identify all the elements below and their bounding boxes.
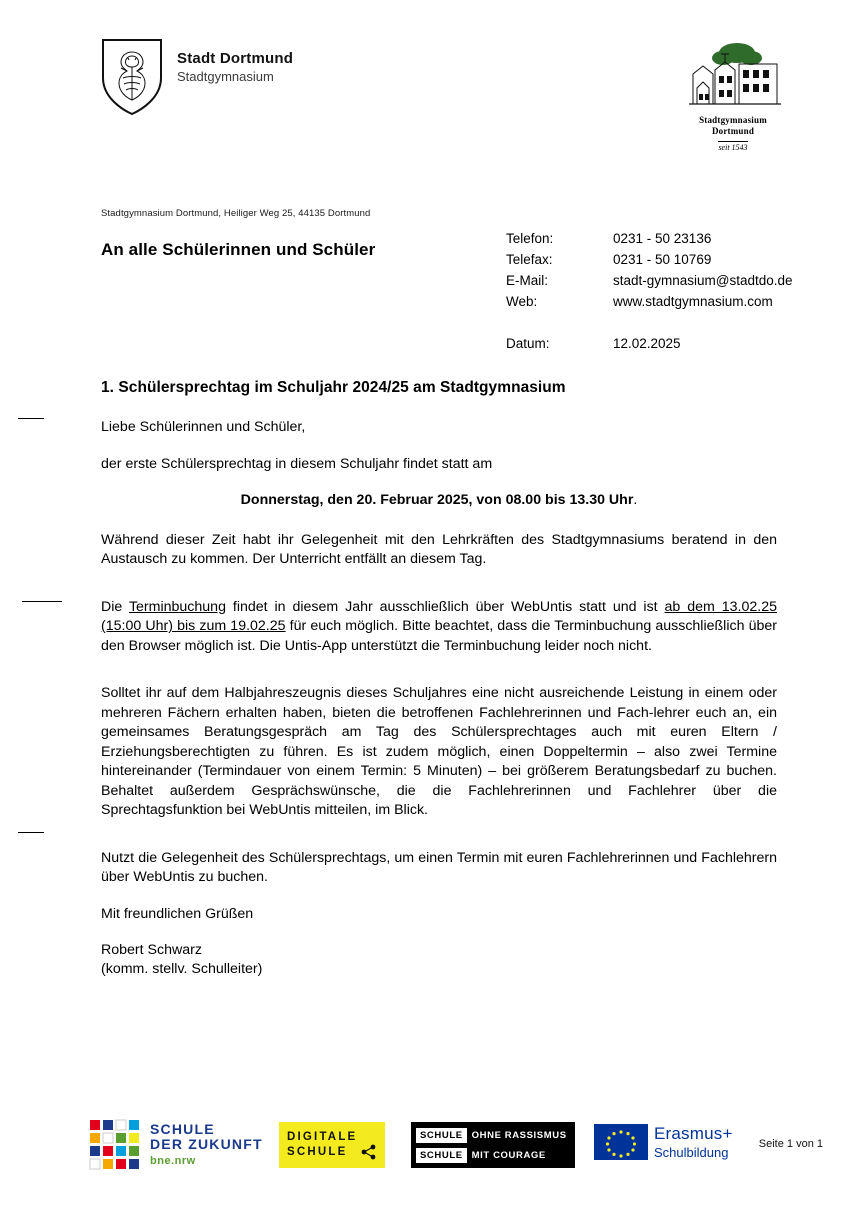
letterhead bbox=[0, 38, 857, 152]
contact-row-date bbox=[506, 333, 793, 354]
contact-label-fax: Telefax: bbox=[506, 252, 553, 267]
logo-erasmus-plus bbox=[594, 1122, 754, 1170]
contact-row-phone bbox=[506, 228, 793, 249]
city-subtitle: Stadtgymnasium bbox=[177, 69, 274, 84]
event-datetime-period: . bbox=[633, 492, 638, 508]
share-nodes-icon bbox=[361, 1144, 377, 1160]
school-logo-year: seit 1543 bbox=[718, 143, 748, 152]
city-name: Stadt Dortmund bbox=[177, 50, 294, 67]
rassismus-line-2 bbox=[416, 1146, 570, 1164]
body-spacer-3 bbox=[101, 838, 777, 849]
logo-schule-ohne-rassismus bbox=[411, 1122, 575, 1168]
contact-value-web: www.stadtgymnasium.com bbox=[613, 294, 773, 309]
colored-dots-icon bbox=[88, 1118, 146, 1174]
booking-text-1: Die bbox=[101, 598, 129, 615]
eu-flag-icon bbox=[594, 1124, 648, 1160]
rassismus-chip-2: SCHULE bbox=[416, 1148, 467, 1163]
schule-zukunft-text bbox=[150, 1122, 263, 1168]
recipient-line: An alle Schülerinnen und Schüler bbox=[101, 240, 376, 259]
contact-value-fax: 0231 - 50 10769 bbox=[613, 252, 712, 267]
contact-row-web bbox=[506, 291, 793, 312]
date-value: 12.02.2025 bbox=[613, 336, 681, 351]
rassismus-rest-2: MIT COURAGE bbox=[471, 1149, 546, 1161]
event-datetime-bold: Donnerstag, den 20. Februar 2025, von 08.00 bis 13.30 Uhr bbox=[240, 492, 634, 508]
paragraph-time: Während dieser Zeit habt ihr Gelegenheit mit den Lehrkräften des Stadtgymnasiums beratend in den Austausch zu kommen. Der Unterricht entfällt an diesem Tag. bbox=[101, 531, 777, 567]
signer-name: Robert Schwarz bbox=[101, 942, 202, 958]
booking-text-3: für euch möglich. Bitte beachtet, dass die Terminbuchung ausschließlich über den Browser möglich ist. Die Untis-App unterstützt die Terminbuchung leider noch nicht. bbox=[101, 618, 777, 654]
letter-body bbox=[101, 418, 777, 979]
margin-tick-1 bbox=[18, 418, 44, 419]
logo-schule-der-zukunft bbox=[88, 1118, 264, 1174]
contact-row-fax bbox=[506, 249, 793, 270]
date-label: Datum: bbox=[506, 336, 550, 351]
signature-block bbox=[101, 941, 777, 979]
body-spacer-2 bbox=[101, 673, 777, 684]
booking-period-underlined: ab dem 13.02.25 (15:00 Uhr) bis zum 19.02.25 bbox=[101, 598, 777, 634]
closing-line: Mit freundlichen Grüßen bbox=[101, 905, 254, 922]
intro-paragraph: der erste Schülersprechtag in diesem Schuljahr findet statt am bbox=[101, 455, 493, 472]
sender-address-line: Stadtgymnasium Dortmund, Heiliger Weg 25, 44135 Dortmund bbox=[101, 208, 371, 219]
contact-spacer bbox=[506, 312, 793, 333]
contact-row-email bbox=[506, 270, 793, 291]
contact-label-email: E-Mail: bbox=[506, 273, 549, 288]
booking-text-2: findet in diesem Jahr ausschließlich über WebUntis statt und ist bbox=[225, 598, 665, 615]
margin-tick-2 bbox=[22, 601, 62, 602]
body-spacer-1 bbox=[101, 587, 777, 598]
contact-label-web: Web: bbox=[506, 294, 538, 309]
page-number: Seite 1 von 1 bbox=[758, 1138, 823, 1150]
digitale-schule-line2: SCHULE bbox=[287, 1146, 348, 1158]
digitale-schule-line1: DIGITALE bbox=[287, 1131, 358, 1143]
booking-link-terminbuchung[interactable]: Terminbuchung bbox=[128, 598, 226, 615]
city-crest-block bbox=[101, 38, 293, 116]
city-titles bbox=[177, 50, 293, 85]
school-logo-caption: Stadtgymnasium Dortmund bbox=[699, 115, 767, 136]
signer-role: (komm. stellv. Schulleiter) bbox=[101, 961, 263, 977]
paragraph-zeugnis: Solltet ihr auf dem Halbjahreszeugnis dieses Schuljahres eine nicht ausreichende Leistung in einem oder mehreren Fächern erhalten haben, bieten die betroffenen Fachlehrerinnen und Fach-lehrer euch an, ein gemeinsames Beratungsgespräch am Tag des Schülersprechtages auch mit euren Eltern / Erziehungsberechtigten zu führen. Es ist zudem möglich, einen Doppeltermin – also zwei Termine hintereinander (Termindauer von einem Termin: 5 Minuten) – bei größerem Beratungsbedarf zu buchen. Behaltet außerdem Gesprächswünsche, die die Fachlehrerinnen und Fachlehrer über die Sprechtagsfunktion bei WebUntis mitteilen, im Blick. bbox=[101, 685, 777, 818]
rassismus-line-1 bbox=[416, 1126, 570, 1144]
margin-tick-3 bbox=[18, 832, 44, 833]
salutation: Liebe Schülerinnen und Schüler, bbox=[101, 419, 306, 435]
contact-details bbox=[506, 228, 793, 354]
erasmus-line2: Schulbildung bbox=[654, 1145, 729, 1160]
paragraph-booking bbox=[101, 598, 777, 657]
paragraph-nutzt: Nutzt die Gelegenheit des Schülersprechtags, um einen Termin mit euren Fachlehrerinnen und Fachlehrern über WebUntis zu buchen. bbox=[101, 849, 777, 885]
erasmus-text bbox=[654, 1124, 733, 1161]
school-logo bbox=[677, 40, 789, 155]
contact-value-phone: 0231 - 50 23136 bbox=[613, 231, 712, 246]
page-title: 1. Schülersprechtag im Schuljahr 2024/25 am Stadtgymnasium bbox=[101, 379, 566, 396]
dortmund-coat-of-arms-icon bbox=[101, 38, 163, 116]
footer-logos bbox=[0, 1118, 857, 1188]
rassismus-chip-1: SCHULE bbox=[416, 1128, 467, 1143]
event-datetime bbox=[101, 491, 777, 511]
erasmus-line1: Erasmus+ bbox=[654, 1124, 733, 1143]
contact-value-email: stadt-gymnasium@stadtdo.de bbox=[613, 273, 793, 288]
contact-label-phone: Telefon: bbox=[506, 231, 554, 246]
schule-zukunft-line3: bne.nrw bbox=[150, 1155, 196, 1167]
schule-zukunft-line2: DER ZUKUNFT bbox=[150, 1136, 263, 1152]
logo-digitale-schule bbox=[279, 1122, 385, 1168]
rassismus-rest-1: OHNE RASSISMUS bbox=[471, 1129, 567, 1141]
school-building-icon bbox=[681, 40, 785, 114]
schule-zukunft-line1: SCHULE bbox=[150, 1121, 215, 1137]
